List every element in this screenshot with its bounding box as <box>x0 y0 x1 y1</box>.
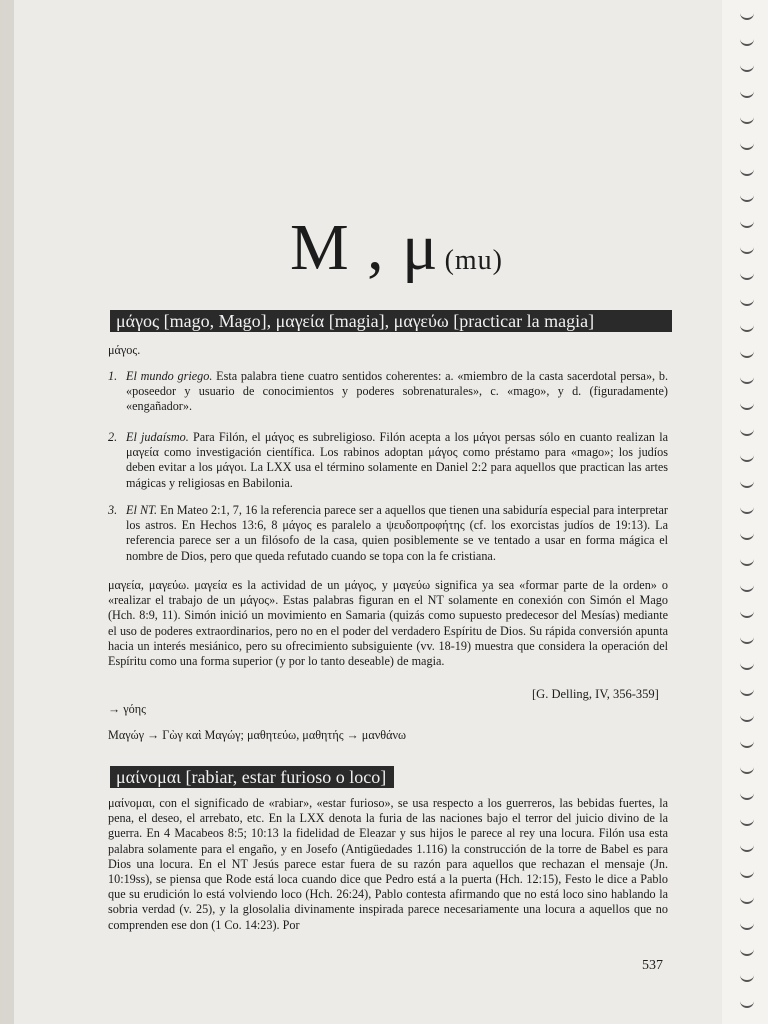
binding-ring <box>740 582 754 592</box>
binding-ring <box>740 244 754 254</box>
binding-ring <box>740 426 754 436</box>
item-judaism <box>126 430 668 491</box>
binding-ring <box>740 634 754 644</box>
entry-heading-mainomai: μαίνομαι [rabiar, estar furioso o loco] <box>110 766 394 788</box>
binding-ring <box>740 10 754 20</box>
page-number: 537 <box>642 958 663 973</box>
binding-ring <box>740 998 754 1008</box>
binding-ring <box>740 348 754 358</box>
binding-ring <box>740 270 754 280</box>
spiral-binding <box>722 0 768 1024</box>
binding-ring <box>740 738 754 748</box>
binding-ring <box>740 972 754 982</box>
binding-ring <box>740 374 754 384</box>
binding-ring <box>740 322 754 332</box>
item-text: Esta palabra tiene cuatro sentidos coherentes: a. «miembro de la casta sacerdotal persa», b. «poseedor y usuario de conocimientos y poderes sobrenaturales», c. «mago», y d. (figuradamente) «engañador». <box>126 369 668 414</box>
item-text: En Mateo 2:1, 7, 16 la referencia parece ser a aquellos que tienen una sabiduría especial para interpretar los astros. En Hechos 13:6, 8 μάγος es paralelo a ψευδοπροφήτης (cf. los exorcistas judíos de 19:13). La referencia parece ser a un filósofo de la casa, quien posiblemente se ve tentado a usar en forma mágica el nombre de Dios, pero que queda refutado cuando se topa con la fe cristiana. <box>126 503 668 563</box>
entry-heading-magos: μάγος [mago, Mago], μαγεία [magia], μαγεύω [practicar la magia] <box>110 310 672 332</box>
binding-ring <box>740 166 754 176</box>
item-number: 1. <box>108 369 118 383</box>
binding-ring <box>740 842 754 852</box>
binding-ring <box>740 140 754 150</box>
item-number: 2. <box>108 430 118 444</box>
author-signature: [G. Delling, IV, 356-359] <box>532 687 659 701</box>
binding-ring <box>740 218 754 228</box>
binding-ring <box>740 686 754 696</box>
binding-ring <box>740 894 754 904</box>
paragraph-mageia: μαγεία, μαγεύω. μαγεία es la actividad de un μάγος, y μαγεύω significa ya sea «formar parte de la orden» o «realizar el trabajo de un μάγος». Estas palabras figuran en el NT solamente en conexión con Simón el Mago (Hch. 8:9, 11). Simón inició un movimiento en Samaria (quizás como supuesto predecesor del Mesías) mediante el uso de poderes extraordinarios, pero no en el poder del verdadero Espíritu de Dios. Su rápida conversión apunta hacia un interés mesiánico, pero su ofrecimiento subsiguiente (vv. 18-19) muestra que considera la operación del Espíritu como una forma superior (y por lo tanto deseable) de magia. <box>108 578 668 669</box>
page-title <box>290 210 503 286</box>
binding-ring <box>740 400 754 410</box>
binding-ring <box>740 88 754 98</box>
cross-reference: Μαγώγ → Γὼγ καὶ Μαγώγ; μαθητεύω, μαθητής → μανθάνω <box>108 728 406 742</box>
binding-ring <box>740 946 754 956</box>
binding-ring <box>740 114 754 124</box>
cross-reference: → γόης <box>108 702 146 716</box>
binding-ring <box>740 920 754 930</box>
binding-ring <box>740 712 754 722</box>
paragraph-mainomai: μαίνομαι, con el significado de «rabiar», «estar furioso», se usa respecto a los guerreros, las bebidas fuertes, la pena, el deseo, el arrebato, etc. En la LXX denota la furia de las naciones bajo el terror del juicio divino de la guerra. En 4 Macabeos 8:5; 10:13 la fidelidad de Eleazar y sus hijos le parece al rey una locura. Filón usa esta palabra solamente para el engaño, y en Josefo (Antigüedades 1.116) la construcción de la torre de Babel es para Dios una locura. En el NT Jesús parece estar fuera de su razón para aquellos que rechazan el mensaje (Jn. 10:19ss), se piensa que Rode está loca cuando dice que Pedro está a la puerta (Hch. 12:15), Festo le dice a Pablo que su erudición lo está volviendo loco (Hch. 26:24), Pablo contesta afirmando que no está loco sino hablando la sobria verdad (v. 25), y la glosolalia divinamente inspirada parece necesariamente una locura a aquellos que no comprenden ese don (1 Co. 14:23). Por <box>108 796 668 932</box>
binding-ring <box>740 36 754 46</box>
item-heading: El NT. <box>126 503 158 517</box>
binding-ring <box>740 868 754 878</box>
item-greek-world <box>126 369 668 415</box>
binding-ring <box>740 764 754 774</box>
item-number: 3. <box>108 503 118 517</box>
title-letter: M , μ <box>290 211 439 284</box>
binding-ring <box>740 790 754 800</box>
binding-ring <box>740 478 754 488</box>
binding-ring <box>740 556 754 566</box>
binding-ring <box>740 530 754 540</box>
item-heading: El mundo griego. <box>126 369 213 383</box>
entry-lead: μάγος. <box>108 343 141 357</box>
binding-ring <box>740 452 754 462</box>
item-heading: El judaísmo. <box>126 430 189 444</box>
binding-ring <box>740 62 754 72</box>
binding-ring <box>740 192 754 202</box>
binding-ring <box>740 608 754 618</box>
item-text: Para Filón, el μάγος es subreligioso. Filón acepta a los μάγοι persas sólo en cuanto realizan la μαγεία como investigación científica. Los rabinos adoptan μάγος como préstamo para «mago»; los judíos deben evitar a los μάγοι. La LXX usa el término solamente en Daniel 2:2 para aquellos que practican las artes mágicas y religiosas en Babilonia. <box>126 430 668 490</box>
title-sub: (mu) <box>444 245 504 276</box>
binding-ring <box>740 816 754 826</box>
binding-ring <box>740 296 754 306</box>
binding-ring <box>740 660 754 670</box>
binding-ring <box>740 504 754 514</box>
item-nt <box>126 503 668 564</box>
